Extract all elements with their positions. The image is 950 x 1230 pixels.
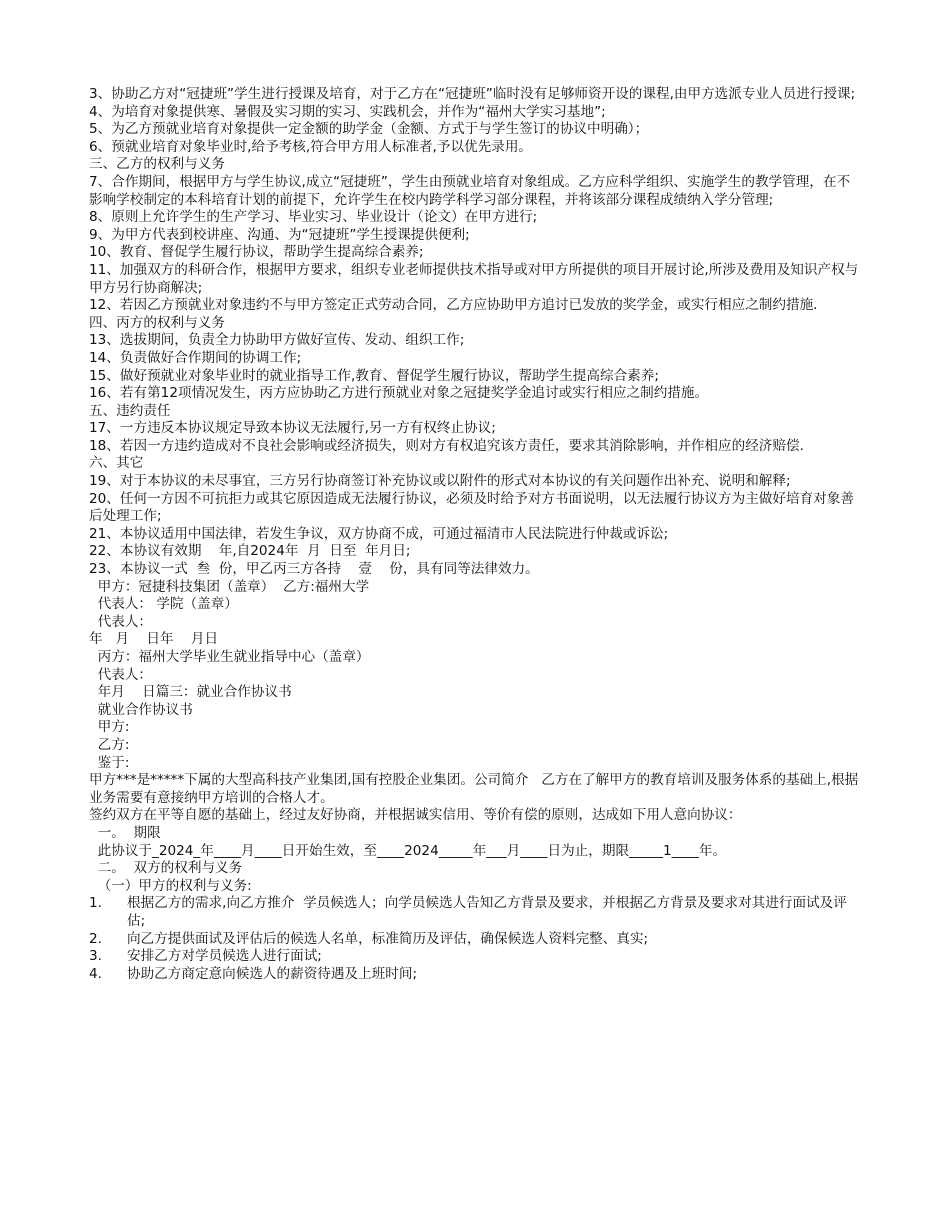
signature-line: 代表人： 学院（盖章） (89, 596, 238, 613)
signature-line: 丙方：福州大学毕业生就业指导中心（盖章） (89, 649, 370, 665)
signature-line: 代表人： (89, 666, 153, 683)
paragraph: 13、选拔期间，负责全力协助甲方做好宣传、发动、组织工作; (89, 332, 465, 349)
paragraph: 11、加强双方的科研合作，根据甲方要求，组织专业老师提供技术指导或对甲方所提供的项目开展讨论,所涉及费用及知识产权与甲方另行协商解决; (89, 261, 859, 296)
paragraph: 9、为甲方代表到校讲座、沟通、为“冠捷班”学生授课提供便利; (89, 226, 470, 243)
list-item-text: 协助乙方商定意向候选人的薪资待遇及上班时间; (127, 965, 418, 982)
section-heading: 二。 双方的权利与义务 (89, 860, 243, 877)
paragraph: 签约双方在平等自愿的基础上，经过友好协商，并根据诚实信用、等价有偿的原则，达成如下用人意向协议： (89, 807, 742, 824)
list-item (89, 948, 863, 966)
paragraph: 19、对于本协议的未尽事宜，三方另行协商签订补充协议或以附件的形式对本协议的有关问题作出补充、说明和解释; (89, 473, 791, 490)
list-item-text: 安排乙方对学员候选人进行面试; (127, 948, 322, 965)
paragraph: 20、任何一方因不可抗拒力或其它原因造成无法履行协议，必须及时给予对方书面说明，以无法履行协议方为主做好培育对象善后处理工作; (89, 490, 854, 525)
paragraph: 鉴于: (89, 754, 130, 771)
section-heading: 五、违约责任 (89, 402, 171, 419)
section-heading: 三、乙方的权利与义务 (89, 156, 225, 173)
paragraph: 7、合作期间，根据甲方与学生协议,成立“冠捷班”，学生由预就业培育对象组成。乙方应科学组织、实施学生的教学管理，在不影响学校制定的本科培育计划的前提下，允许学生在校内跨学科学习部分课程，并将该部分课程成绩纳入学分管理; (89, 173, 851, 208)
paragraph: 18、若因一方违约造成对不良社会影响或经济损失，则对方有权追究该方责任，要求其消除影响，并作相应的经济赔偿. (89, 437, 804, 454)
paragraph: 15、做好预就业对象毕业时的就业指导工作,教育、督促学生履行协议，帮助学生提高综合素养; (89, 367, 659, 384)
paragraph: 23、本协议一式 叁 份，甲乙丙三方各持 壹 份，具有同等法律效力。 (89, 561, 539, 578)
list-item-text: 向乙方提供面试及评估后的候选人名单，标准简历及评估，确保候选人资料完整、真实; (127, 930, 649, 947)
paragraph: 10、教育、督促学生履行协议，帮助学生提高综合素养; (89, 244, 424, 261)
list-item-number: 2. (89, 930, 102, 947)
paragraph: 此协议于_2024_年____月____日开始生效，至____2024_____年___月____日为止，期限_____1____年。 (89, 842, 727, 859)
paragraph: 8、原则上允许学生的生产学习、毕业实习、毕业设计（论文）在甲方进行; (89, 209, 538, 226)
paragraph: 22、本协议有效期 年,自2024年 月 日至 年月日; (89, 543, 411, 560)
paragraph: 14、负责做好合作期间的协调工作; (89, 349, 302, 366)
section-heading: 六、其它 (89, 455, 144, 472)
list-item-number: 1. (89, 895, 102, 912)
paragraph: 甲方***是*****下属的大型高科技产业集团,国有控股企业集团。公司简介 乙方在了解甲方的教育培训及服务体系的基础上,根据业务需要有意接纳甲方培训的合格人才。 (89, 772, 859, 806)
list-item (89, 931, 863, 949)
section-heading: 四、丙方的权利与义务 (89, 314, 225, 331)
list-item (89, 966, 863, 984)
paragraph: 17、一方违反本协议规定导致本协议无法履行,另一方有权终止协议; (89, 420, 496, 437)
party-line: 乙方: (89, 736, 130, 753)
document-title: 就业合作协议书 (89, 701, 193, 718)
date-line: 年 月 日年 月日 (89, 631, 219, 648)
paragraph: 16、若有第12项情况发生，丙方应协助乙方进行预就业对象之冠捷奖学金追讨或实行相应之制约措施。 (89, 385, 709, 402)
list-item-text: 根据乙方的需求,向乙方推介 学员候选人；向学员候选人告知乙方背景及要求，并根据乙方背景及要求对其进行面试及评估; (127, 895, 847, 929)
paragraph: 5、为乙方预就业培育对象提供一定金额的助学金（金额、方式于与学生签订的协议中明确）； (89, 121, 649, 138)
list-item-number: 4. (89, 965, 102, 982)
signature-line: 代表人： (89, 613, 153, 630)
signature-line: 甲方：冠捷科技集团（盖章） 乙方:福州大学 (89, 578, 370, 595)
date-line: 年月 日篇三：就业合作协议书 (89, 684, 292, 701)
party-line: 甲方: (89, 719, 130, 736)
paragraph: 4、为培育对象提供寒、暑假及实习期的实习、实践机会，并作为“福州大学实习基地”; (89, 103, 606, 120)
paragraph: 6、预就业培育对象毕业时,给予考核,符合甲方用人标准者,予以优先录用。 (89, 138, 533, 155)
list-item (89, 895, 863, 930)
document-body (89, 86, 863, 983)
paragraph: 12、若因乙方预就业对象违约不与甲方签定正式劳动合同，乙方应协助甲方追讨已发放的奖学金，或实行相应之制约措施. (89, 297, 818, 314)
subsection-heading: （一）甲方的权利与义务: (89, 877, 252, 894)
paragraph: 21、本协议适用中国法律，若发生争议，双方协商不成，可通过福清市人民法院进行仲裁或诉讼; (89, 525, 669, 542)
paragraph: 3、协助乙方对“冠捷班”学生进行授课及培育，对于乙方在“冠捷班”临时没有足够师资开设的课程,由甲方选派专业人员进行授课; (89, 86, 856, 102)
section-heading: 一。 期限 (89, 824, 161, 841)
list-item-number: 3. (89, 948, 102, 965)
